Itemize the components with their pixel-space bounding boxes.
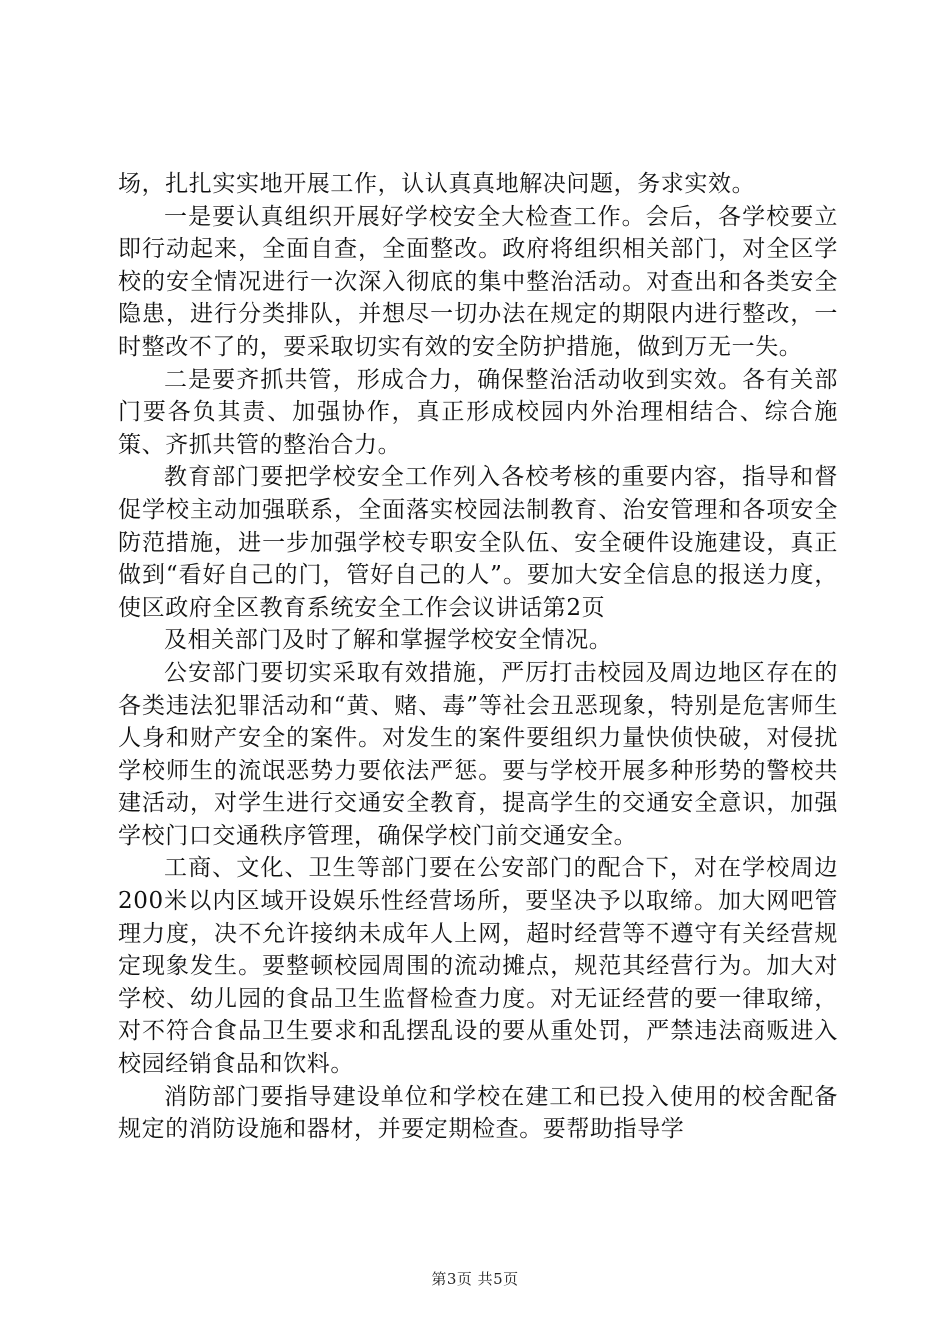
- paragraph-fire-department: 消防部门要指导建设单位和学校在建工和已投入使用的校舍配备规定的消防设施和器材，并要定期检查。要帮助指导学: [118, 1083, 838, 1143]
- paragraph-safety-inspection: 一是要认真组织开展好学校安全大检查工作。会后，各学校要立即行动起来，全面自查，全面整改。政府将组织相关部门，对全区学校的安全情况进行一次深入彻底的集中整治活动。对查出和各类安全隐患，进行分类排队，并想尽一切办法在规定的期限内进行整改，一时整改不了的，要采取切实有效的安全防护措施，做到万无一失。: [118, 203, 838, 360]
- document-body: [118, 168, 838, 1146]
- paragraph-commerce-culture-health: 工商、文化、卫生等部门要在公安部门的配合下，对在学校周边200米以内区域开设娱乐性经营场所，要坚决予以取缔。加大网吧管理力度，决不允许接纳未成年人上网，超时经营等不遵守有关经营规定现象发生。要整顿校园周围的流动摊点，规范其经营行为。加大对学校、幼儿园的食品卫生监督检查力度。对无证经营的要一律取缔，对不符合食品卫生要求和乱摆乱设的要从重处罚，严禁违法商贩进入校园经销食品和饮料。: [118, 855, 838, 1078]
- paragraph-education-department: 教育部门要把学校安全工作列入各校考核的重要内容，指导和督促学校主动加强联系，全面落实校园法制教育、治安管理和各项安全防范措施，进一步加强学校专职安全队伍、安全硬件设施建设，真正做到“看好自己的门，管好自己的人”。要加大安全信息的报送力度，使区政府全区教育系统安全工作会议讲话第2页: [118, 464, 838, 621]
- paragraph-related-departments: 及相关部门及时了解和掌握学校安全情况。: [164, 627, 613, 654]
- paragraph-continuation: 场，扎扎实实地开展工作，认认真真地解决问题，务求实效。: [118, 171, 756, 197]
- paragraph-joint-management: 二是要齐抓共管，形成合力，确保整治活动收到实效。各有关部门要各负其责、加强协作，真正形成校园内外治理相结合、综合施策、齐抓共管的整治合力。: [118, 366, 838, 458]
- paragraph-public-security: 公安部门要切实采取有效措施，严厉打击校园及周边地区存在的各类违法犯罪活动和“黄、赌、毒”等社会丑恶现象，特别是危害师生人身和财产安全的案件。对发生的案件要组织力量快侦快破，对侵扰学校师生的流氓恶势力要依法严惩。要与学校开展多种形势的警校共建活动，对学生进行交通安全教育，提高学生的交通安全意识，加强学校门口交通秩序管理，确保学校门前交通安全。: [118, 659, 838, 849]
- page-number-footer: 第3页 共5页: [431, 1270, 519, 1288]
